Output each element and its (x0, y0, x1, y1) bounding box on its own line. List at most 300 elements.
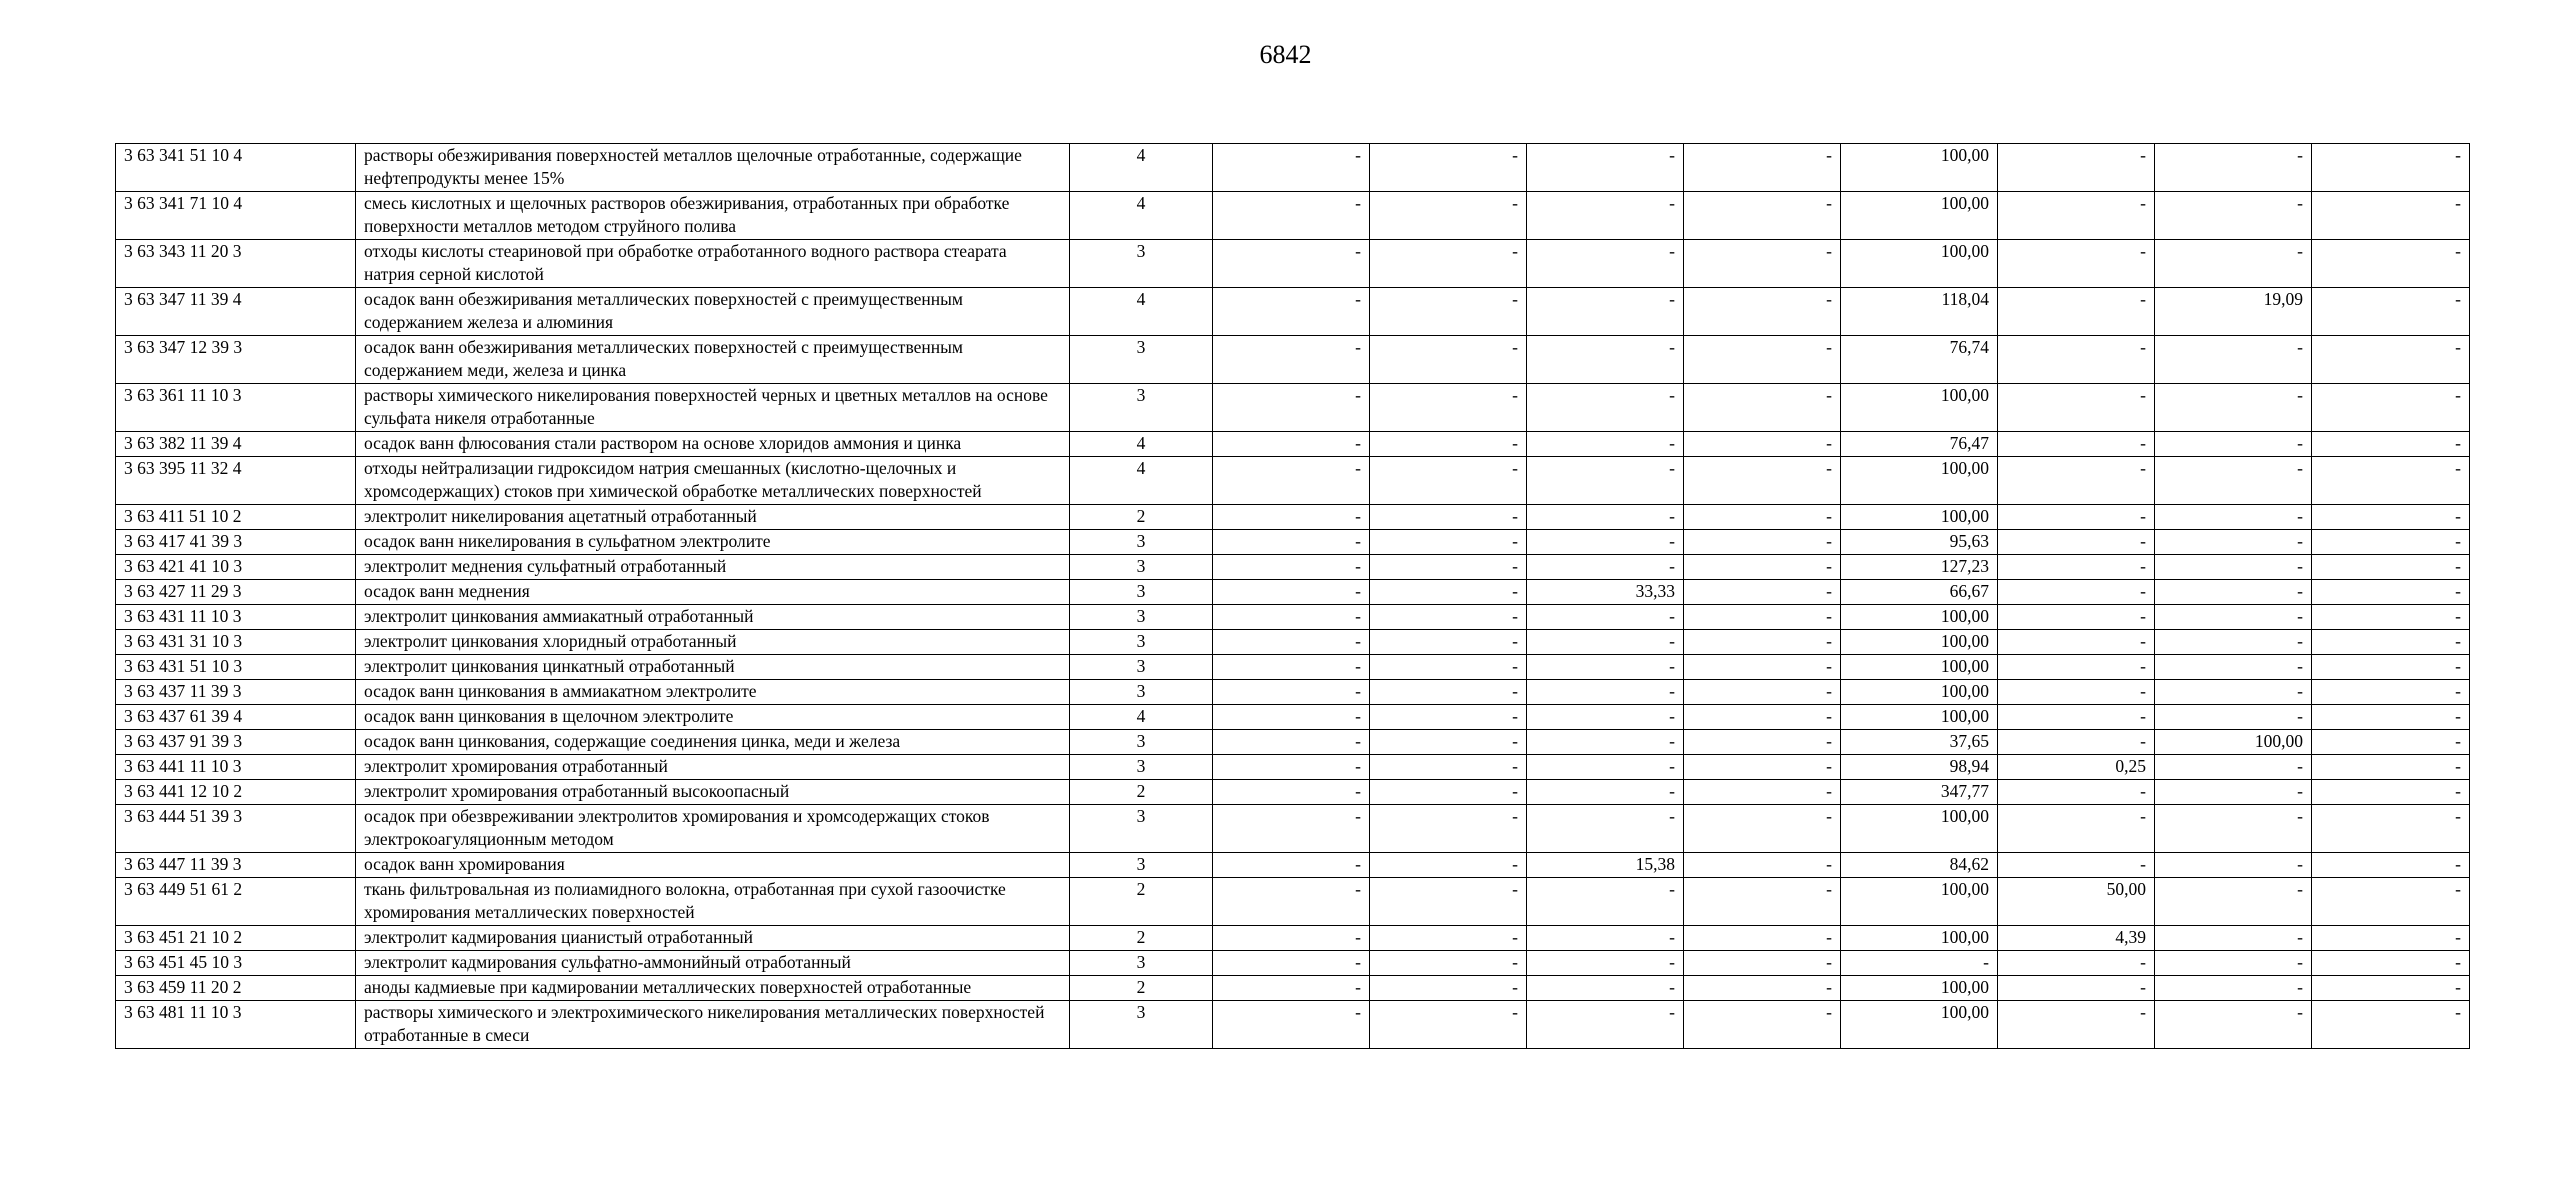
value-cell: - (1527, 655, 1684, 680)
waste-name-cell: электролит кадмирования цианистый отработанный (356, 926, 1070, 951)
waste-code-cell: 3 63 441 12 10 2 (116, 780, 356, 805)
waste-name-cell: электролит цинкования цинкатный отработанный (356, 655, 1070, 680)
value-cell: - (1527, 976, 1684, 1001)
value-cell: - (1213, 1001, 1370, 1049)
waste-name-cell: растворы химического и электрохимического никелирования металлических поверхностей отработанные в смеси (356, 1001, 1070, 1049)
value-cell: - (1213, 853, 1370, 878)
value-cell: - (2312, 730, 2470, 755)
value-cell: - (2312, 755, 2470, 780)
hazard-class-cell: 3 (1070, 951, 1213, 976)
value-cell: - (1684, 730, 1841, 755)
value-cell: - (1998, 805, 2155, 853)
value-cell: - (1527, 730, 1684, 755)
value-cell: - (1998, 655, 2155, 680)
value-cell: - (1684, 555, 1841, 580)
value-cell: - (1370, 730, 1527, 755)
hazard-class-cell: 4 (1070, 192, 1213, 240)
value-cell: - (2155, 926, 2312, 951)
value-cell: - (2312, 530, 2470, 555)
table-row (116, 730, 2470, 755)
value-cell: - (2312, 555, 2470, 580)
waste-code-cell: 3 63 444 51 39 3 (116, 805, 356, 853)
waste-name-cell: электролит цинкования хлоридный отработанный (356, 630, 1070, 655)
value-cell: - (1684, 605, 1841, 630)
waste-name-cell: отходы кислоты стеариновой при обработке отработанного водного раствора стеарата натрия серной кислотой (356, 240, 1070, 288)
value-cell: - (1998, 288, 2155, 336)
value-cell: - (2312, 336, 2470, 384)
hazard-class-cell: 3 (1070, 755, 1213, 780)
value-cell: 100,00 (1841, 926, 1998, 951)
value-cell: - (1213, 730, 1370, 755)
value-cell: - (2155, 705, 2312, 730)
value-cell: - (1213, 680, 1370, 705)
value-cell: - (1684, 705, 1841, 730)
value-cell: - (1213, 951, 1370, 976)
value-cell: - (1998, 853, 2155, 878)
value-cell: - (2312, 853, 2470, 878)
waste-code-cell: 3 63 382 11 39 4 (116, 432, 356, 457)
value-cell: - (1527, 457, 1684, 505)
value-cell: - (2155, 780, 2312, 805)
waste-name-cell: осадок ванн обезжиривания металлических поверхностей с преимущественным содержанием меди, железа и цинка (356, 336, 1070, 384)
waste-name-cell: осадок ванн цинкования в аммиакатном электролите (356, 680, 1070, 705)
table-row (116, 780, 2470, 805)
value-cell: - (2155, 432, 2312, 457)
value-cell: - (1370, 336, 1527, 384)
value-cell: - (1213, 805, 1370, 853)
value-cell: - (1370, 144, 1527, 192)
value-cell: 76,74 (1841, 336, 1998, 384)
value-cell: - (2312, 384, 2470, 432)
value-cell: - (2155, 457, 2312, 505)
waste-name-cell: смесь кислотных и щелочных растворов обезжиривания, отработанных при обработке поверхности металлов методом струйного полива (356, 192, 1070, 240)
value-cell: - (1370, 1001, 1527, 1049)
value-cell: - (2155, 505, 2312, 530)
waste-name-cell: осадок ванн меднения (356, 580, 1070, 605)
value-cell: - (2312, 780, 2470, 805)
value-cell: - (1213, 457, 1370, 505)
waste-code-cell: 3 63 451 45 10 3 (116, 951, 356, 976)
value-cell: 100,00 (1841, 805, 1998, 853)
value-cell: 98,94 (1841, 755, 1998, 780)
value-cell: - (2155, 976, 2312, 1001)
value-cell: - (1684, 144, 1841, 192)
waste-code-cell: 3 63 347 12 39 3 (116, 336, 356, 384)
value-cell: - (1527, 288, 1684, 336)
value-cell: - (2155, 605, 2312, 630)
value-cell: - (1998, 144, 2155, 192)
value-cell: - (1998, 580, 2155, 605)
waste-name-cell: ткань фильтровальная из полиамидного волокна, отработанная при сухой газоочистке хромирования металлических поверхностей (356, 878, 1070, 926)
waste-code-cell: 3 63 437 11 39 3 (116, 680, 356, 705)
waste-composition-table (115, 143, 2470, 1049)
value-cell: - (1684, 1001, 1841, 1049)
value-cell: - (1684, 853, 1841, 878)
value-cell: 127,23 (1841, 555, 1998, 580)
value-cell: 100,00 (1841, 605, 1998, 630)
value-cell: - (2312, 805, 2470, 853)
value-cell: - (1527, 240, 1684, 288)
value-cell: - (1370, 505, 1527, 530)
value-cell: - (2312, 505, 2470, 530)
value-cell: - (1213, 755, 1370, 780)
value-cell: 100,00 (1841, 655, 1998, 680)
value-cell: - (1527, 926, 1684, 951)
value-cell: - (2312, 288, 2470, 336)
hazard-class-cell: 3 (1070, 336, 1213, 384)
value-cell: 76,47 (1841, 432, 1998, 457)
value-cell: - (1527, 1001, 1684, 1049)
value-cell: 100,00 (1841, 144, 1998, 192)
table-row (116, 605, 2470, 630)
value-cell: - (1684, 951, 1841, 976)
value-cell: - (1370, 655, 1527, 680)
value-cell: - (1527, 630, 1684, 655)
hazard-class-cell: 4 (1070, 457, 1213, 505)
value-cell: - (1370, 580, 1527, 605)
table-row (116, 192, 2470, 240)
value-cell: - (1684, 680, 1841, 705)
value-cell: - (1527, 192, 1684, 240)
waste-name-cell: электролит хромирования отработанный (356, 755, 1070, 780)
value-cell: - (1684, 432, 1841, 457)
value-cell: - (2155, 755, 2312, 780)
value-cell: - (2155, 530, 2312, 555)
value-cell: 100,00 (1841, 680, 1998, 705)
value-cell: - (2155, 192, 2312, 240)
value-cell: - (1998, 555, 2155, 580)
table-row (116, 580, 2470, 605)
hazard-class-cell: 4 (1070, 288, 1213, 336)
value-cell: - (2155, 655, 2312, 680)
value-cell: - (1998, 1001, 2155, 1049)
value-cell: - (1370, 192, 1527, 240)
value-cell: - (2312, 192, 2470, 240)
hazard-class-cell: 4 (1070, 144, 1213, 192)
value-cell: - (1684, 457, 1841, 505)
waste-name-cell: осадок при обезвреживании электролитов хромирования и хромсодержащих стоков электрокоагуляционным методом (356, 805, 1070, 853)
table-row (116, 505, 2470, 530)
table-row (116, 555, 2470, 580)
value-cell: - (1527, 384, 1684, 432)
value-cell: - (2312, 680, 2470, 705)
page-number: 6842 (1259, 40, 1312, 69)
value-cell: 0,25 (1998, 755, 2155, 780)
value-cell: - (1998, 951, 2155, 976)
value-cell: - (2312, 580, 2470, 605)
hazard-class-cell: 3 (1070, 580, 1213, 605)
value-cell: - (1370, 530, 1527, 555)
table-row (116, 805, 2470, 853)
value-cell: - (2312, 432, 2470, 457)
value-cell: - (1213, 605, 1370, 630)
table-row (116, 240, 2470, 288)
waste-code-cell: 3 63 431 51 10 3 (116, 655, 356, 680)
value-cell: - (2155, 630, 2312, 655)
value-cell: - (1370, 555, 1527, 580)
hazard-class-cell: 2 (1070, 878, 1213, 926)
value-cell: - (1370, 432, 1527, 457)
waste-name-cell: электролит цинкования аммиакатный отработанный (356, 605, 1070, 630)
value-cell: 100,00 (1841, 192, 1998, 240)
hazard-class-cell: 2 (1070, 926, 1213, 951)
value-cell: - (1684, 976, 1841, 1001)
value-cell: - (1213, 580, 1370, 605)
waste-code-cell: 3 63 431 31 10 3 (116, 630, 356, 655)
value-cell: - (1370, 976, 1527, 1001)
value-cell: - (2312, 878, 2470, 926)
value-cell: - (1213, 780, 1370, 805)
waste-code-cell: 3 63 437 91 39 3 (116, 730, 356, 755)
value-cell: 100,00 (1841, 976, 1998, 1001)
value-cell: 100,00 (1841, 705, 1998, 730)
table-row (116, 144, 2470, 192)
waste-code-cell: 3 63 427 11 29 3 (116, 580, 356, 605)
value-cell: - (1998, 336, 2155, 384)
value-cell: - (2312, 605, 2470, 630)
table-row (116, 530, 2470, 555)
value-cell: 84,62 (1841, 853, 1998, 878)
table-row (116, 630, 2470, 655)
value-cell: - (1370, 853, 1527, 878)
value-cell: 95,63 (1841, 530, 1998, 555)
table-row (116, 951, 2470, 976)
waste-code-cell: 3 63 341 51 10 4 (116, 144, 356, 192)
waste-code-cell: 3 63 361 11 10 3 (116, 384, 356, 432)
value-cell: - (1370, 288, 1527, 336)
value-cell: - (2155, 240, 2312, 288)
value-cell: - (1370, 457, 1527, 505)
hazard-class-cell: 3 (1070, 530, 1213, 555)
value-cell: - (1684, 505, 1841, 530)
value-cell: 100,00 (1841, 457, 1998, 505)
value-cell: - (1370, 951, 1527, 976)
value-cell: - (1841, 951, 1998, 976)
table-row (116, 705, 2470, 730)
waste-name-cell: электролит кадмирования сульфатно-аммонийный отработанный (356, 951, 1070, 976)
hazard-class-cell: 4 (1070, 432, 1213, 457)
value-cell: - (1684, 192, 1841, 240)
value-cell: - (1998, 457, 2155, 505)
value-cell: - (1370, 605, 1527, 630)
hazard-class-cell: 2 (1070, 780, 1213, 805)
value-cell: 100,00 (1841, 240, 1998, 288)
value-cell: - (1527, 951, 1684, 976)
table-row (116, 755, 2470, 780)
table-row (116, 432, 2470, 457)
value-cell: - (1998, 432, 2155, 457)
value-cell: - (1998, 505, 2155, 530)
value-cell: 100,00 (1841, 878, 1998, 926)
waste-name-cell: осадок ванн цинкования в щелочном электролите (356, 705, 1070, 730)
value-cell: - (1998, 530, 2155, 555)
value-cell: 347,77 (1841, 780, 1998, 805)
waste-code-cell: 3 63 421 41 10 3 (116, 555, 356, 580)
value-cell: - (2155, 951, 2312, 976)
waste-code-cell: 3 63 481 11 10 3 (116, 1001, 356, 1049)
value-cell: - (1370, 926, 1527, 951)
value-cell: - (2312, 951, 2470, 976)
value-cell: 100,00 (1841, 1001, 1998, 1049)
table-row (116, 878, 2470, 926)
table-row (116, 655, 2470, 680)
value-cell: - (2155, 384, 2312, 432)
value-cell: - (1213, 705, 1370, 730)
value-cell: - (1998, 605, 2155, 630)
value-cell: - (1213, 655, 1370, 680)
hazard-class-cell: 3 (1070, 1001, 1213, 1049)
waste-name-cell: осадок ванн цинкования, содержащие соединения цинка, меди и железа (356, 730, 1070, 755)
value-cell: - (2155, 853, 2312, 878)
waste-code-cell: 3 63 395 11 32 4 (116, 457, 356, 505)
table-row (116, 384, 2470, 432)
value-cell: - (2312, 457, 2470, 505)
value-cell: - (1527, 144, 1684, 192)
waste-code-cell: 3 63 437 61 39 4 (116, 705, 356, 730)
value-cell: - (1213, 926, 1370, 951)
value-cell: - (1370, 680, 1527, 705)
value-cell: - (1527, 780, 1684, 805)
hazard-class-cell: 3 (1070, 240, 1213, 288)
waste-code-cell: 3 63 441 11 10 3 (116, 755, 356, 780)
value-cell: - (1370, 630, 1527, 655)
hazard-class-cell: 3 (1070, 853, 1213, 878)
value-cell: - (1213, 192, 1370, 240)
value-cell: - (1213, 336, 1370, 384)
waste-code-cell: 3 63 447 11 39 3 (116, 853, 356, 878)
value-cell: - (1998, 384, 2155, 432)
table-row (116, 926, 2470, 951)
waste-code-cell: 3 63 459 11 20 2 (116, 976, 356, 1001)
value-cell: - (1527, 432, 1684, 457)
value-cell: - (1998, 976, 2155, 1001)
waste-code-cell: 3 63 341 71 10 4 (116, 192, 356, 240)
value-cell: - (1213, 530, 1370, 555)
waste-name-cell: электролит никелирования ацетатный отработанный (356, 505, 1070, 530)
hazard-class-cell: 3 (1070, 680, 1213, 705)
value-cell: - (1370, 755, 1527, 780)
value-cell: - (1684, 780, 1841, 805)
hazard-class-cell: 3 (1070, 655, 1213, 680)
value-cell: - (2155, 805, 2312, 853)
value-cell: - (2155, 1001, 2312, 1049)
value-cell: 15,38 (1527, 853, 1684, 878)
value-cell: - (1527, 705, 1684, 730)
waste-code-cell: 3 63 417 41 39 3 (116, 530, 356, 555)
value-cell: 100,00 (1841, 630, 1998, 655)
value-cell: 100,00 (2155, 730, 2312, 755)
value-cell: - (1213, 630, 1370, 655)
value-cell: 50,00 (1998, 878, 2155, 926)
value-cell: - (1684, 655, 1841, 680)
waste-name-cell: осадок ванн обезжиривания металлических поверхностей с преимущественным содержанием железа и алюминия (356, 288, 1070, 336)
hazard-class-cell: 3 (1070, 730, 1213, 755)
waste-name-cell: растворы обезжиривания поверхностей металлов щелочные отработанные, содержащие нефтепродукты менее 15% (356, 144, 1070, 192)
value-cell: - (2312, 630, 2470, 655)
hazard-class-cell: 3 (1070, 630, 1213, 655)
value-cell: - (2312, 976, 2470, 1001)
hazard-class-cell: 3 (1070, 384, 1213, 432)
table-row (116, 457, 2470, 505)
hazard-class-cell: 4 (1070, 705, 1213, 730)
value-cell: - (2312, 144, 2470, 192)
value-cell: - (1684, 805, 1841, 853)
waste-code-cell: 3 63 347 11 39 4 (116, 288, 356, 336)
waste-name-cell: отходы нейтрализации гидроксидом натрия смешанных (кислотно-щелочных и хромсодержащих) стоков при химической обработке металлических поверхностей (356, 457, 1070, 505)
value-cell: 118,04 (1841, 288, 1998, 336)
value-cell: - (1213, 976, 1370, 1001)
value-cell: - (2312, 705, 2470, 730)
value-cell: - (1527, 680, 1684, 705)
value-cell: - (1370, 240, 1527, 288)
table-row (116, 853, 2470, 878)
value-cell: - (1370, 705, 1527, 730)
value-cell: - (1684, 240, 1841, 288)
waste-name-cell: осадок ванн никелирования в сульфатном электролите (356, 530, 1070, 555)
value-cell: 4,39 (1998, 926, 2155, 951)
value-cell: - (1527, 755, 1684, 780)
waste-code-cell: 3 63 451 21 10 2 (116, 926, 356, 951)
value-cell: - (1998, 680, 2155, 705)
value-cell: 37,65 (1841, 730, 1998, 755)
value-cell: - (1213, 432, 1370, 457)
value-cell: - (1370, 384, 1527, 432)
value-cell: - (1213, 384, 1370, 432)
value-cell: - (1684, 384, 1841, 432)
value-cell: - (1213, 288, 1370, 336)
value-cell: - (1998, 730, 2155, 755)
value-cell: - (1684, 336, 1841, 384)
value-cell: - (2155, 580, 2312, 605)
value-cell: - (2155, 680, 2312, 705)
value-cell: - (1684, 530, 1841, 555)
value-cell: - (1998, 240, 2155, 288)
value-cell: - (1213, 240, 1370, 288)
value-cell: - (1527, 505, 1684, 530)
waste-name-cell: аноды кадмиевые при кадмировании металлических поверхностей отработанные (356, 976, 1070, 1001)
value-cell: - (2155, 555, 2312, 580)
waste-name-cell: электролит меднения сульфатный отработанный (356, 555, 1070, 580)
value-cell: - (1527, 605, 1684, 630)
waste-code-cell: 3 63 343 11 20 3 (116, 240, 356, 288)
waste-name-cell: осадок ванн флюсования стали раствором на основе хлоридов аммония и цинка (356, 432, 1070, 457)
value-cell: - (1527, 530, 1684, 555)
value-cell: - (1527, 555, 1684, 580)
value-cell: - (2155, 144, 2312, 192)
value-cell: - (1213, 555, 1370, 580)
table-body (116, 144, 2470, 1049)
hazard-class-cell: 3 (1070, 555, 1213, 580)
value-cell: - (2312, 240, 2470, 288)
hazard-class-cell: 2 (1070, 505, 1213, 530)
value-cell: - (1684, 580, 1841, 605)
hazard-class-cell: 2 (1070, 976, 1213, 1001)
value-cell: 66,67 (1841, 580, 1998, 605)
value-cell: - (2312, 1001, 2470, 1049)
value-cell: - (1684, 288, 1841, 336)
hazard-class-cell: 3 (1070, 605, 1213, 630)
value-cell: - (1370, 805, 1527, 853)
table-row (116, 680, 2470, 705)
waste-code-cell: 3 63 431 11 10 3 (116, 605, 356, 630)
value-cell: - (2312, 926, 2470, 951)
value-cell: - (1527, 336, 1684, 384)
value-cell: - (2312, 655, 2470, 680)
table-row (116, 976, 2470, 1001)
value-cell: - (1684, 878, 1841, 926)
value-cell: - (1213, 505, 1370, 530)
value-cell: - (1998, 705, 2155, 730)
